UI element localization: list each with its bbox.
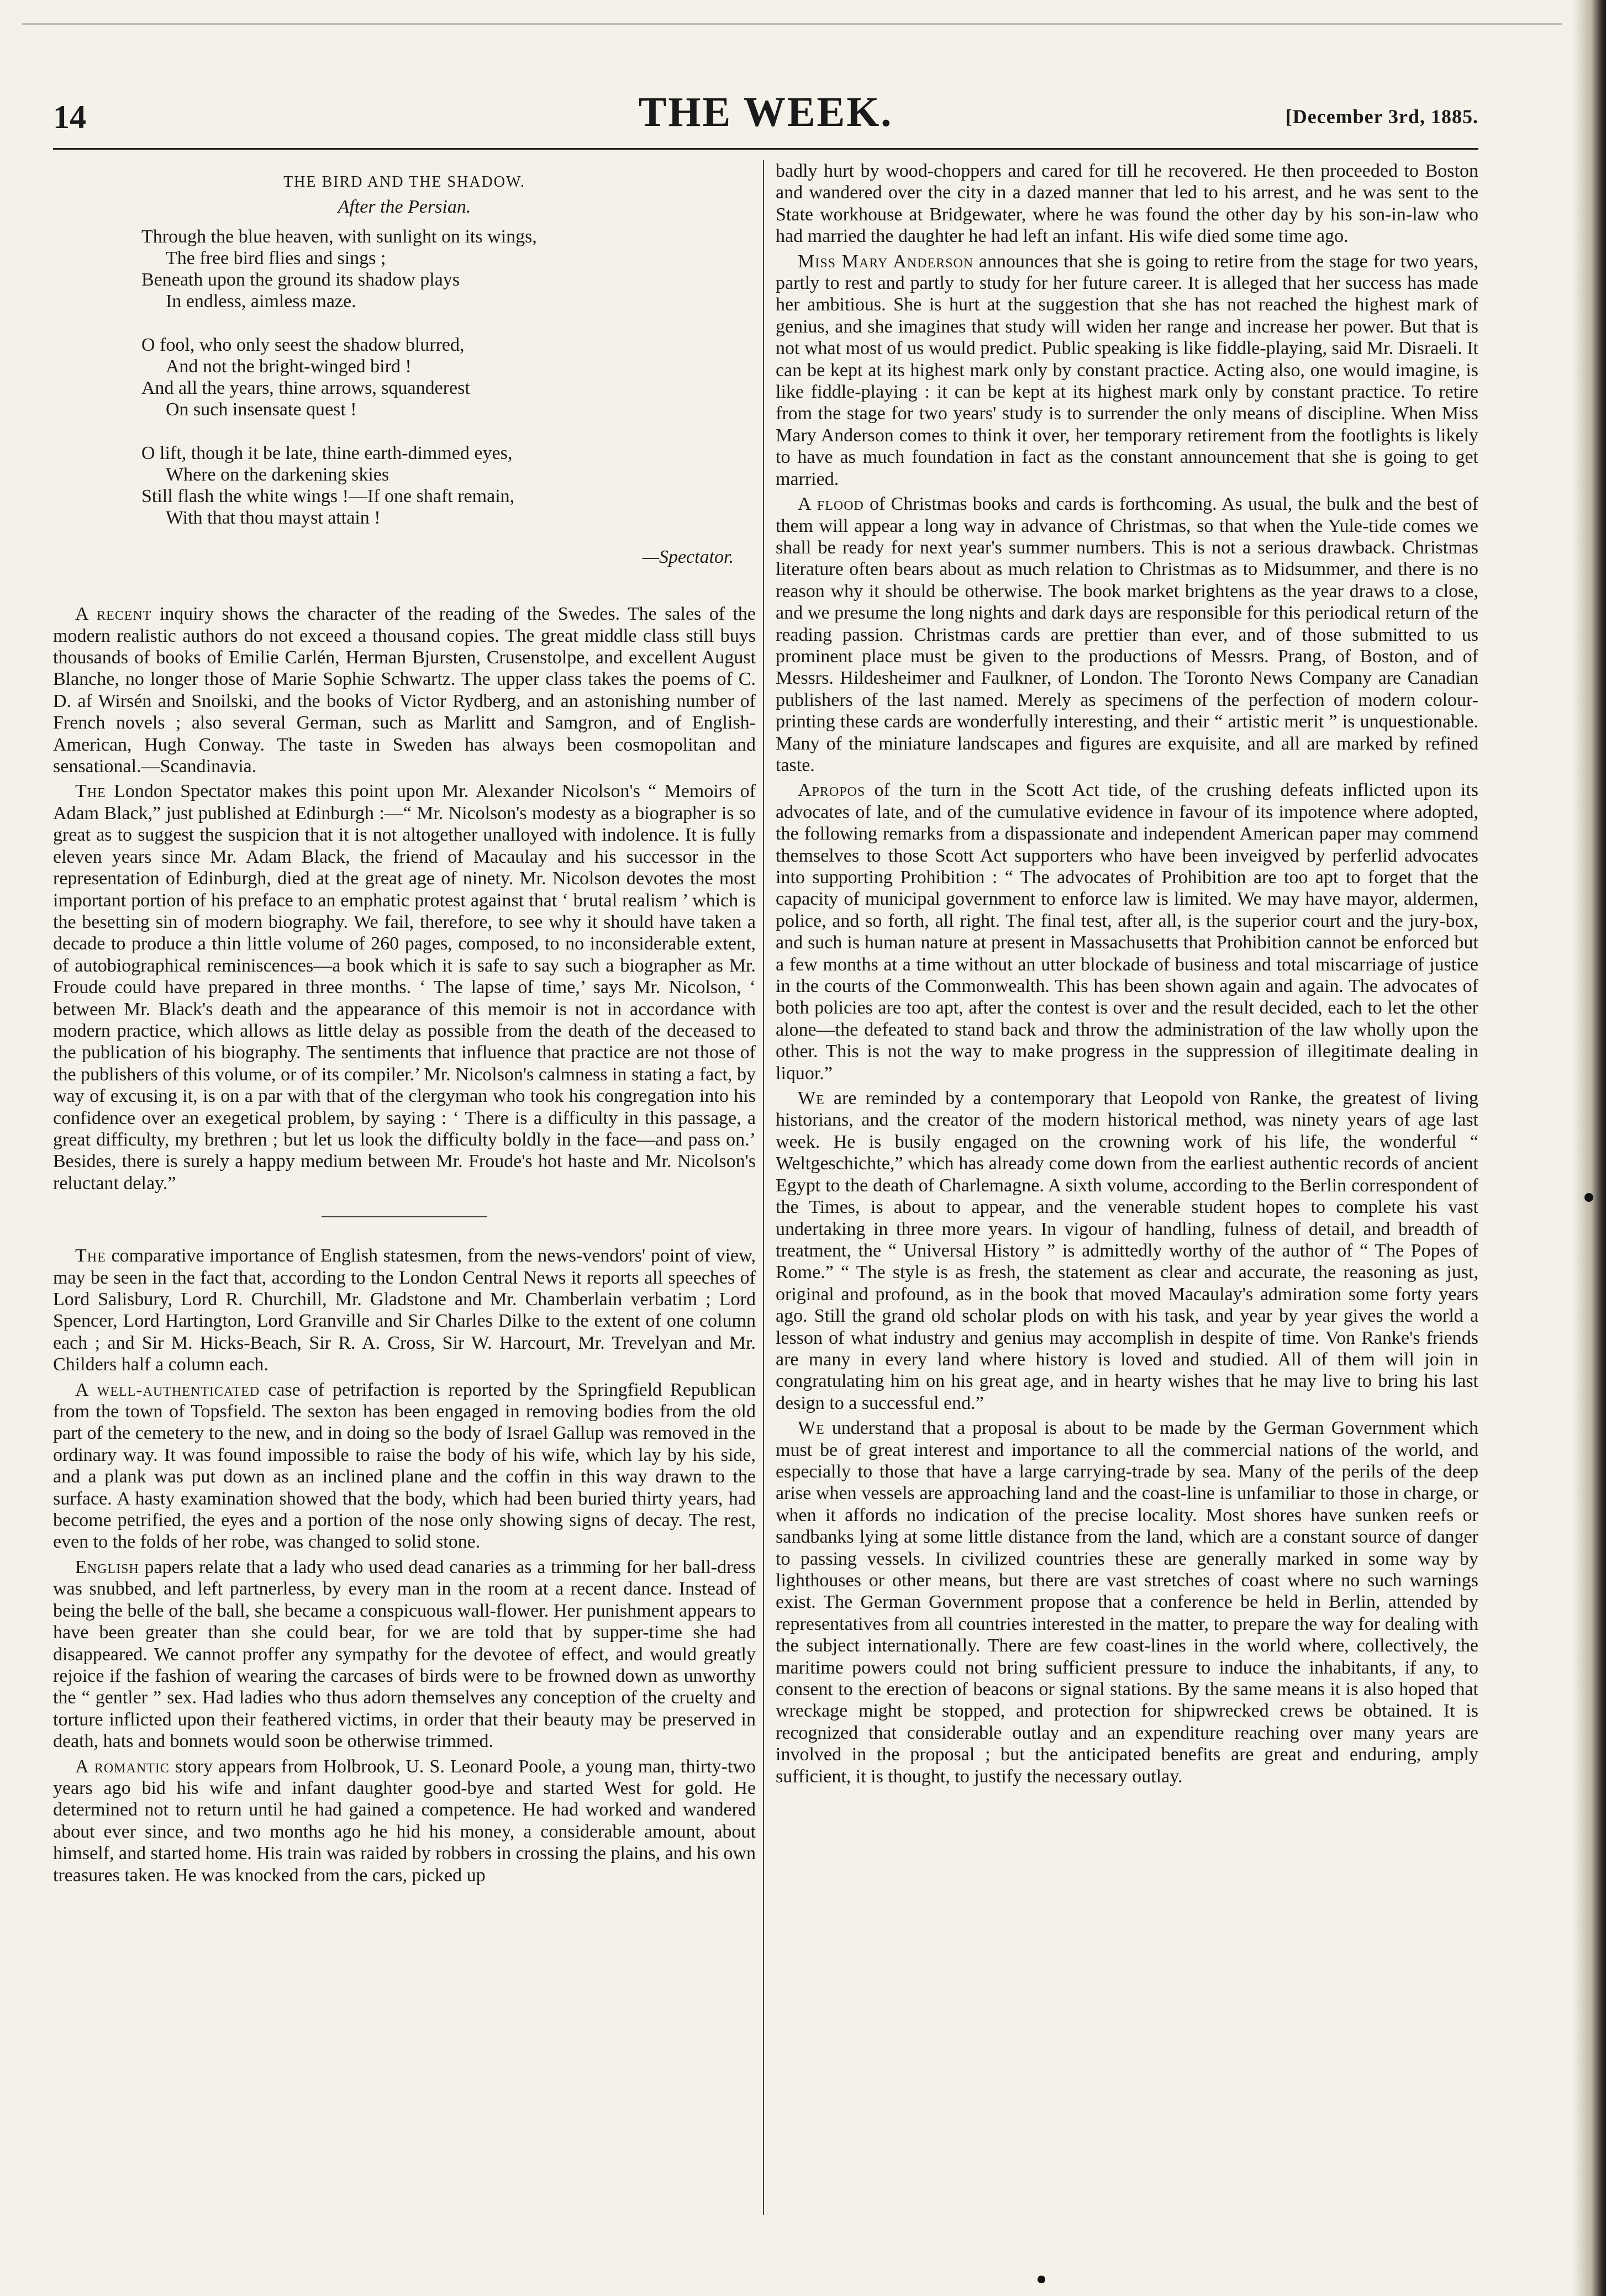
- paragraph: [776, 160, 1478, 247]
- paragraph: [776, 251, 1478, 490]
- paragraph: [53, 780, 756, 1194]
- paragraph-lead: We: [798, 1088, 825, 1109]
- poem-line: The free bird flies and sings ;: [166, 247, 386, 268]
- paragraph-text: are reminded by a contemporary that Leopold von Ranke, the greatest of living historians, and the creator of the modern historical method, was ninety years of age last week. He is busily engaged on the crowning work of his life, the wonderful “ Weltgeschichte,” which has already come down from the earliest authentic records of ancient Egypt to the death of Charlemagne. A sixth volume, according to the Berlin correspondent of the Times, is about to appear, and the venerable student hopes to complete his vast undertaking in three more years. In vigour of handling, fulness of detail, and breadth of treatment, the “ Universal History ” is admittedly worthy of the author of “ The Popes of Rome.” “ The style is as fresh, the statement as clear and accurate, the reasoning as just, original and profound, as in the book that moved Macaulay's admiration some forty years ago. Still the grand old scholar plods on with his task, and year by year gives the world a lesson of what industry and genius may accomplish in despite of time. Von Ranke's friends are many in every land where history is loved and studied. All of them will join in congratulating him on his great age, and in hearty wishes that he may live to bring his last design to a successful end.”: [776, 1088, 1478, 1413]
- left-column: [53, 160, 756, 2246]
- poem-stanza: [141, 334, 756, 420]
- paragraph-lead: The: [75, 781, 106, 802]
- section-separator: [322, 1216, 487, 1217]
- poem-line: Still flash the white wings !—If one shaft remain,: [141, 485, 515, 506]
- page-binding-edge: [1573, 0, 1606, 2296]
- paragraph-lead: Apropos: [798, 780, 866, 801]
- paragraph-lead: We: [798, 1418, 825, 1439]
- paragraph-text: story appears from Holbrook, U. S. Leonard Poole, a young man, thirty-two years ago bid his wife and infant daughter good-bye and started West for gold. He determined not to return until he had gained a competence. He had worked and wandered about ever since, and two months ago he hid his money, a considerable amount, about himself, and started home. His train was raided by robbers in crossing the plains, and his own treasures taken. He was knocked from the cars, picked up: [53, 1756, 756, 1886]
- paragraph-lead: A well-authenticated: [75, 1379, 260, 1400]
- top-edge-rule: [22, 23, 1562, 25]
- paragraph-text: inquiry shows the character of the reading of the Swedes. The sales of the modern realistic authors do not exceed a thousand copies. The great middle class still buys thousands of books of Emilie Carlén, Herman Bjursten, Crusenstolpe, and excellent August Blanche, no longer those of Marie Sophie Schwartz. The upper class takes the poems of C. D. af Wirsén and Snoilski, and the books of Victor Rydberg, and an astonishing number of French novels ; also several German, such as Marlitt and Samgron, and of English-American, Hugh Conway. The taste in Sweden has always been cosmopolitan and sensational.—Scandinavia.: [53, 604, 756, 777]
- paragraph: [53, 1245, 756, 1375]
- paragraph-lead: Miss Mary Anderson: [798, 251, 974, 272]
- paragraph-text: understand that a proposal is about to be made by the German Government which must be of great interest and importance to all the commercial nations of the world, and especially to those that have a large carrying-trade by sea. Many of the perils of the deep arise when vessels are approaching land and the coast-line is unfamiliar to those in charge, or when it affords no indication of the precise locality. Most shores have sunken reefs or sandbanks lying at some little distance from the land, which are a constant source of danger to passing vessels. In civilized countries these are generally marked in some way by lighthouses or other means, but there are vast stretches of coast where no such warnings exist. The German Government propose that a conference be held in Berlin, attended by representatives from all countries interested in the matter, to prepare the way for dealing with the subject internationally. There are few coast-lines in the world where, collectively, the maritime powers could not bring sufficient pressure to induce the inhabitants, if any, to consent to the erection of beacons or signal stations. By the same means it is also hoped that wreckage might be stopped, and protection for shipwrecked crews be obtained. It is recognized that considerable outlay and an expenditure reaching over many years are involved in the proposal ; but the anticipated benefits are great and enduring, amply sufficient, it is thought, to justify the necessary outlay.: [776, 1418, 1478, 1787]
- paragraph-text: announces that she is going to retire from the stage for two years, partly to rest and partly to study for her future career. It is alleged that her success has made her ambitious. She is hurt at the suggestion that she has not reached the highest mark of genius, and she imagines that study will widen her range and increase her power. But that is not what most of us would predict. Public speaking is like fiddle-playing, said Mr. Disraeli. It can be kept at its highest mark only by constant practice. Acting also, one would imagine, is like fiddle-playing : it can be kept at its highest mark only by constant practice. To retire from the stage for two years' study is to surrender the only means of discipline. When Miss Mary Anderson comes to think it over, her temporary retirement from the footlights is likely to have as much foundation in fact as the constant announcement that she is going to get married.: [776, 251, 1478, 489]
- poem-line: And all the years, thine arrows, squanderest: [141, 377, 470, 398]
- paragraph-lead: A flood: [798, 494, 864, 515]
- paragraph-text: case of petrifaction is reported by the Springfield Republican from the town of Topsfield. The sexton has been engaged in removing bodies from the old part of the cemetery to the new, and in doing so the body of Israel Gallup was removed in the ordinary way. It was found impossible to raise the body of his wife, which lay by his side, and a plank was put down as an inclined plane and the coffin in this way drawn to the surface. A hasty examination showed that the body, which had been buried thirty years, had become petrified, the eyes and a portion of the nose only showing signs of decay. The rest, even to the folds of her robe, was changed to solid stone.: [53, 1379, 756, 1553]
- paragraph: [53, 603, 756, 777]
- paragraph: [776, 1417, 1478, 1787]
- right-column: [776, 160, 1478, 2246]
- header-rule: [53, 148, 1478, 150]
- column-divider: [763, 160, 764, 2215]
- paragraph-lead: A romantic: [75, 1756, 170, 1777]
- paragraph-text: London Spectator makes this point upon Mr. Alexander Nicolson's “ Memoirs of Adam Black,” just published at Edinburgh :—“ Mr. Nicolson's modesty as a biographer is so great as to suggest the suspicion that it is not altogether unalloyed with indolence. It is fully eleven years since Mr. Adam Black, the friend of Macaulay and his successor in the representation of Edinburgh, died at the great age of ninety. Mr. Nicolson devotes the most important portion of his preface to an emphatic protest against that ‘ brutal realism ’ which is the besetting sin of modern biography. We fail, therefore, to see why it should have taken a decade to produce a thin little volume of 260 pages, composed, to no inconsiderable extent, of autobiographical reminiscences—a book which it is safe to say such a biographer as Mr. Froude could have prepared in three months. ‘ The lapse of time,’ says Mr. Nicolson, ‘ between Mr. Black's death and the appearance of this memoir is not in accordance with modern practice, which allows as little delay as possible from the death of the deceased to the publication of his biography. The sentiments that influence that practice are not those of the publishers of this volume, or of its compiler.’ Mr. Nicolson's calmness in stating a fact, by way of excusing it, is on a par with that of the clergyman who took his congregation into his confidence over an exegetical problem, by saying : ‘ There is a difficulty in this passage, a great difficulty, my brethren ; but let us look the difficulty boldly in the face—and pass on.’ Besides, there is surely a happy medium between Mr. Froude's hot haste and Mr. Nicolson's reluctant delay.”: [53, 781, 756, 1194]
- paragraph-text: papers relate that a lady who used dead canaries as a trimming for her ball-dress was snubbed, and left partnerless, by every man in the room at a recent dance. Instead of being the belle of the ball, she became a conspicuous wall-flower. Her punishment appears to have been greater than she could bear, for we are told that by supper-time she had disappeared. We cannot proffer any sympathy for the devotee of effect, and would greatly rejoice if the fashion of wearing the carcases of birds were to be frowned down as unworthy the “ gentler ” sex. Had ladies who thus adorn themselves any conception of the cruelty and torture inflicted upon their feathered victims, in order that their beauty may be preserved in death, hats and bonnets would soon be otherwise trimmed.: [53, 1556, 756, 1752]
- paragraph-lead: The: [75, 1245, 106, 1266]
- poem-line: And not the bright-winged bird !: [166, 356, 412, 377]
- paragraph: [776, 493, 1478, 776]
- paragraph-text: comparative importance of English statesmen, from the news-vendors' point of view, may be seen in the fact that, according to the London Central News it reports all speeches of Lord Salisbury, Lord R. Churchill, Mr. Gladstone and Mr. Chamberlain verbatim ; Lord Spencer, Lord Hartington, Lord Granville and Sir Charles Dilke to the extent of one column each ; and Sir M. Hicks-Beach, Sir R. A. Cross, Sir W. Harcourt, Mr. Trevelyan and Mr. Childers half a column each.: [53, 1245, 756, 1375]
- paragraph-text: of Christmas books and cards is forthcoming. As usual, the bulk and the best of them will appear a long way in advance of Christmas, so that when the Yule-tide comes we shall be ready for next year's summer numbers. This is not a serious drawback. Christmas literature often bears about as much relation to Christmas as to Midsummer, and there is no reason why it should be otherwise. The book market brightens as the year draws to a close, and we presume the long nights and dark days are responsible for this periodical return of the reading passion. Christmas cards are prettier than ever, and of those submitted to us prominent place must be given to the productions of Messrs. Prang, of Boston, and of Messrs. Hildesheimer and Faulkner, of London. The Toronto News Company are Canadian publishers of the last named. Merely as specimens of the perfection of modern colour-printing these cards are wonderfully interesting, and their “ artistic merit ” is unquestionable. Many of the miniature landscapes and figures are exquisite, and all are marked by refined taste.: [776, 494, 1479, 775]
- poem-title: THE BIRD AND THE SHADOW.: [283, 173, 525, 191]
- poem-line: Through the blue heaven, with sunlight on its wings,: [141, 226, 537, 247]
- poem-line: O lift, though it be late, thine earth-dimmed eyes,: [141, 442, 513, 463]
- page-number: 14: [53, 99, 86, 135]
- poem-line: In endless, aimless maze.: [166, 291, 356, 312]
- poem-credit: —Spectator.: [642, 546, 734, 567]
- print-speck: [1038, 2276, 1045, 2283]
- paragraph-lead: English: [75, 1556, 139, 1577]
- poem-line: O fool, who only seest the shadow blurred,: [141, 334, 465, 355]
- paragraph-text: badly hurt by wood-choppers and cared for till he recovered. He then proceeded to Boston and wandered over the city in a dazed manner that led to his arrest, and he was sent to the State workhouse at Bridgewater, where he was found the other day by his son-in-law who had married the daughter he had left an infant. His wife died some time ago.: [776, 161, 1478, 247]
- paragraph-text: of the turn in the Scott Act tide, of the crushing defeats inflicted upon its advocates of late, and of the cumulative evidence in favour of its impotence where adopted, the following remarks from a dispassionate and independent American paper may commend themselves to those Scott Act supporters who have been inveigved by perferlid advocates into supporting Prohibition : “ The advocates of Prohibition are too apt to forget that the capacity of municipal government to enforce law is limited. We may have mayor, aldermen, police, and so forth, all right. The final test, after all, is the superior court and the jury-box, and such is human nature at present in Massachusetts that Prohibition cannot be enforced but a few months at a time without an utter blockade of business and total miscarriage of justice in the courts of the Commonwealth. This has been shown again and again. The advocates of both policies are too apt, after the contest is over and the result decided, each to let the other alone—the defeated to stand back and throw the administration of the law wholly upon the other. This is not the way to make progress in the suppression of illegitimate dealing in liquor.”: [776, 780, 1478, 1084]
- poem-stanza: [141, 226, 756, 312]
- poem-line: Beneath upon the ground its shadow plays: [141, 269, 460, 290]
- poem-line: Where on the darkening skies: [166, 464, 389, 485]
- paragraph: [53, 1379, 756, 1553]
- masthead-title: THE WEEK.: [638, 89, 893, 135]
- page-header: [53, 88, 1478, 144]
- paragraph-lead: A recent: [75, 604, 152, 625]
- poem-line: With that thou mayst attain !: [166, 507, 381, 528]
- paragraph: [53, 1556, 756, 1753]
- dateline: [December 3rd, 1885.: [1285, 105, 1478, 128]
- paragraph: [53, 1756, 756, 1886]
- poem-stanza: [141, 442, 756, 529]
- print-speck: [1584, 1193, 1593, 1202]
- paragraph: [776, 779, 1478, 1084]
- paragraph: [776, 1088, 1478, 1414]
- poem-line: On such insensate quest !: [166, 399, 357, 420]
- poem-subtitle: After the Persian.: [338, 197, 471, 218]
